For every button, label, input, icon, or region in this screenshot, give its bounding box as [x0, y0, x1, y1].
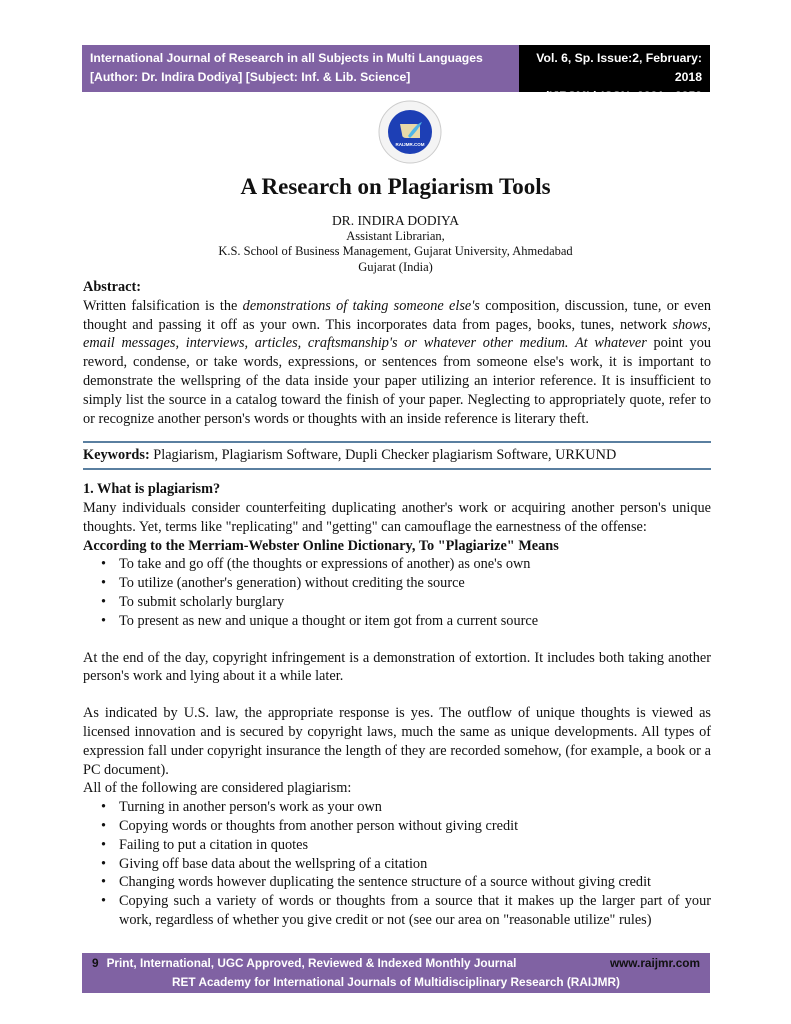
journal-header: [82, 45, 710, 103]
list-item: • Copying such a variety of words or thoughts from a source that it makes up the larger part of your work, regardless of whether you give credit or not (see our area on "reasonable utilize" rules): [109, 892, 711, 930]
page-number: 9: [92, 956, 99, 970]
author-location: Gujarat (India): [358, 259, 433, 274]
footer-description: 9 Print, International, UGC Approved, Reviewed & Indexed Monthly Journal: [92, 956, 517, 970]
list-intro: All of the following are considered plagiarism:: [83, 780, 352, 797]
list-item: • To take and go off (the thoughts or expressions of another) as one's own: [109, 555, 711, 574]
definition-list: [83, 555, 711, 630]
abstract-heading: Abstract:: [83, 279, 141, 295]
issn: (IJRSML) ISSN: 2321 - 2853: [544, 89, 702, 103]
paragraph: As indicated by U.S. law, the appropriate response is yes. The outflow of unique thoughts is viewed as licensed innovation and is secured by copyright laws, much the same as unique developments. All types of expression fall under copyright insurance the length of they are recorded somehow, (for example, a book or a PC document).: [83, 705, 711, 778]
keywords-value: Plagiarism, Plagiarism Software, Dupli Checker plagiarism Software, URKUND: [149, 447, 617, 464]
author-subject: [Author: Dr. Indira Dodiya] [Subject: Inf. & Lib. Science]: [90, 70, 411, 84]
definition-heading: According to the Merriam-Webster Online Dictionary, To "Plagiarize" Means: [83, 537, 559, 554]
list-item: • To submit scholarly burglary: [109, 593, 711, 612]
paper-title: A Research on Plagiarism Tools: [240, 174, 551, 199]
journal-header-right: [519, 45, 710, 103]
list-item: • Copying words or thoughts from another person without giving credit: [109, 817, 711, 836]
journal-footer: [82, 953, 710, 993]
abstract-text: Written falsification is the demonstrations of taking someone else's composition, discussion, tune, or even thought and passing it off as your own. This incorporates data from pages, books, tunes, network shows, email messages, interviews, articles, craftsmanship's or whatever other medium. At whatever point you reword, condense, or take words, expressions, or sentences from someone else's work, it is important to demonstrate the wellspring of the data inside your paper utilizing an interior reference. It is insufficient to simply list the source in a catalog toward the finish of your paper. Neglecting to appropriately quote, refer to or recognize another person's words or thoughts with an inside reference is literary theft.: [83, 297, 711, 427]
keywords-label: Keywords:: [83, 447, 150, 464]
author-affiliation: K.S. School of Business Management, Gujarat University, Ahmedabad: [218, 244, 573, 258]
list-item: • Changing words however duplicating the sentence structure of a source without giving credit: [109, 873, 711, 892]
keywords-box: [83, 441, 711, 470]
plagiarism-list: [83, 798, 711, 930]
list-item: • Turning in another person's work as your own: [109, 798, 711, 817]
journal-header-left: [82, 45, 519, 92]
svg-text:RAIJMR.COM: RAIJMR.COM: [395, 142, 425, 147]
section-heading: 1. What is plagiarism?: [83, 481, 221, 498]
paragraph: At the end of the day, copyright infringement is a demonstration of extortion. It includes both taking another person's work and lying about it a while later.: [83, 649, 711, 685]
volume-issue: Vol. 6, Sp. Issue:2, February: 2018: [536, 51, 702, 84]
journal-url-link[interactable]: www.raijmr.com: [609, 956, 700, 970]
list-item: • To present as new and unique a thought or item got from a current source: [109, 612, 711, 631]
journal-name: International Journal of Research in all Subjects in Multi Languages: [90, 51, 483, 65]
author-block: [0, 213, 791, 275]
author-position: Assistant Librarian,: [346, 228, 445, 243]
list-item: • To utilize (another's generation) without crediting the source: [109, 574, 711, 593]
raijmr-logo-icon: [378, 100, 442, 164]
paper-body: [83, 278, 711, 930]
publisher: RET Academy for International Journals of Multidisciplinary Research (RAIJMR): [172, 975, 620, 989]
section-intro: Many individuals consider counterfeiting duplicating another's work or acquiring another person's unique thoughts. Yet, terms like "replicating" and "getting" can camouflage the earnestness of the offense:: [83, 499, 711, 535]
author-name: DR. INDIRA DODIYA: [331, 213, 460, 228]
list-item: • Giving off base data about the wellspring of a citation: [109, 855, 711, 874]
list-item: • Failing to put a citation in quotes: [109, 836, 711, 855]
